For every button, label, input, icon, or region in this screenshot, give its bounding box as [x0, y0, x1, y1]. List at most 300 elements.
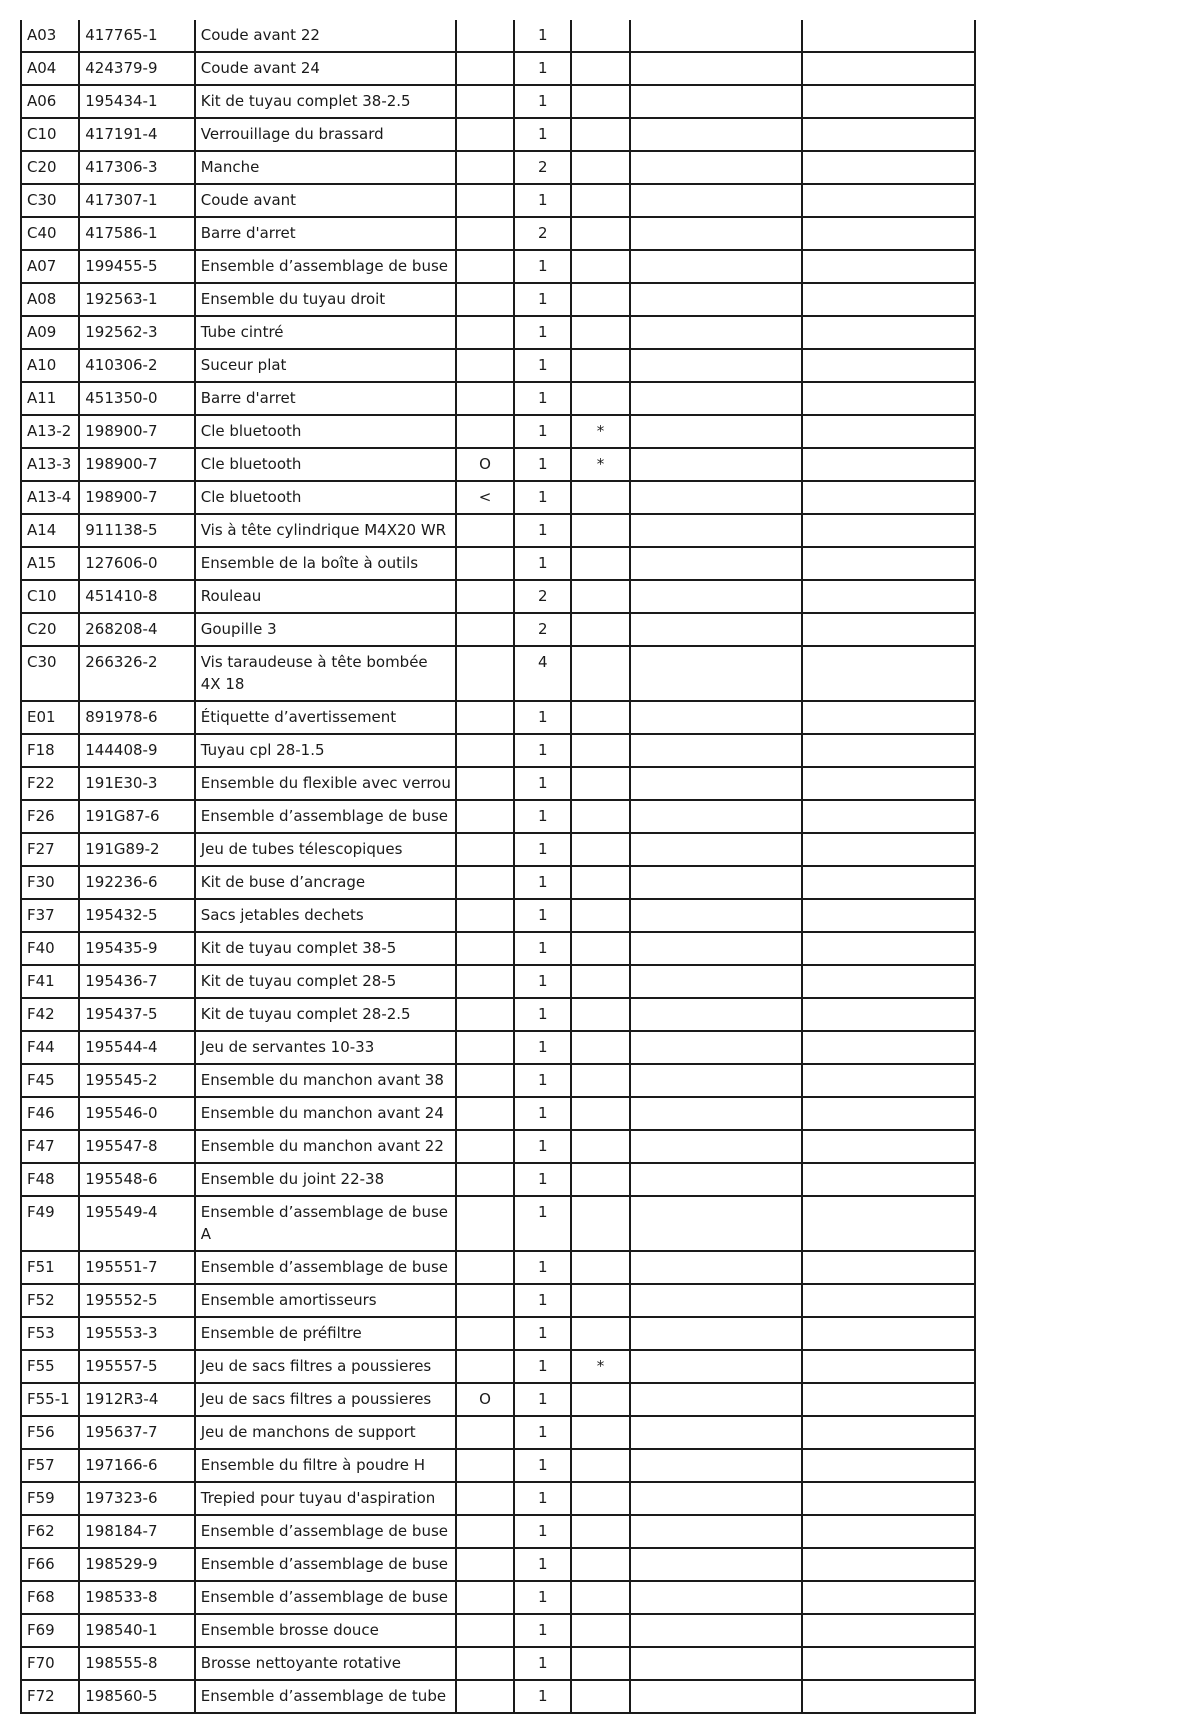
blank-cell [630, 1449, 803, 1482]
item-number-cell: F56 [21, 1416, 79, 1449]
quantity-cell: 1 [514, 800, 571, 833]
item-number-cell: A13-4 [21, 481, 79, 514]
blank-cell [802, 701, 975, 734]
variant-flag-cell [456, 1515, 514, 1548]
blank-cell [802, 800, 975, 833]
quantity-cell: 1 [514, 1284, 571, 1317]
blank-cell [802, 1581, 975, 1614]
part-number-cell: 451350-0 [79, 382, 194, 415]
blank-cell [802, 52, 975, 85]
table-row [21, 1130, 975, 1163]
blank-cell [802, 866, 975, 899]
quantity-cell: 1 [514, 1647, 571, 1680]
part-number-cell: 195544-4 [79, 1031, 194, 1064]
note-mark-cell [571, 646, 629, 701]
table-row [21, 1350, 975, 1383]
table-row [21, 701, 975, 734]
blank-cell [802, 833, 975, 866]
table-row [21, 800, 975, 833]
blank-cell [802, 382, 975, 415]
table-row [21, 448, 975, 481]
table-row [21, 646, 975, 701]
variant-flag-cell [456, 20, 514, 52]
blank-cell [802, 580, 975, 613]
variant-flag-cell [456, 899, 514, 932]
blank-cell [802, 415, 975, 448]
note-mark-cell [571, 1284, 629, 1317]
note-mark-cell [571, 1163, 629, 1196]
quantity-cell: 4 [514, 646, 571, 701]
table-row [21, 998, 975, 1031]
part-number-cell: 198529-9 [79, 1548, 194, 1581]
note-mark-cell [571, 965, 629, 998]
item-number-cell: C30 [21, 184, 79, 217]
part-number-cell: 195545-2 [79, 1064, 194, 1097]
blank-cell [630, 415, 803, 448]
variant-flag-cell [456, 1581, 514, 1614]
note-mark-cell [571, 85, 629, 118]
part-number-cell: 198533-8 [79, 1581, 194, 1614]
part-number-cell: 191E30-3 [79, 767, 194, 800]
note-mark-cell [571, 1449, 629, 1482]
blank-cell [630, 1647, 803, 1680]
blank-cell [630, 767, 803, 800]
item-number-cell: F52 [21, 1284, 79, 1317]
part-number-cell: 195637-7 [79, 1416, 194, 1449]
parts-list-sheet [20, 20, 976, 1705]
note-mark-cell [571, 1251, 629, 1284]
blank-cell [630, 1097, 803, 1130]
blank-cell [802, 1416, 975, 1449]
description-cell: Ensemble d’assemblage de buse [195, 800, 456, 833]
quantity-cell: 1 [514, 1031, 571, 1064]
blank-cell [630, 1416, 803, 1449]
note-mark-cell [571, 547, 629, 580]
variant-flag-cell [456, 217, 514, 250]
parts-table-body [21, 20, 975, 1713]
note-mark-cell [571, 1581, 629, 1614]
variant-flag-cell [456, 767, 514, 800]
description-cell: Jeu de manchons de support [195, 1416, 456, 1449]
table-row [21, 85, 975, 118]
description-cell: Ensemble de la boîte à outils [195, 547, 456, 580]
blank-cell [630, 1482, 803, 1515]
note-mark-cell [571, 613, 629, 646]
variant-flag-cell [456, 734, 514, 767]
quantity-cell: 1 [514, 283, 571, 316]
description-cell: Manche [195, 151, 456, 184]
blank-cell [802, 349, 975, 382]
part-number-cell: 1912R3-4 [79, 1383, 194, 1416]
quantity-cell: 1 [514, 701, 571, 734]
note-mark-cell [571, 118, 629, 151]
blank-cell [630, 833, 803, 866]
variant-flag-cell [456, 1064, 514, 1097]
table-row [21, 1317, 975, 1350]
note-mark-cell [571, 866, 629, 899]
quantity-cell: 1 [514, 85, 571, 118]
blank-cell [802, 646, 975, 701]
item-number-cell: F47 [21, 1130, 79, 1163]
blank-cell [630, 580, 803, 613]
blank-cell [630, 613, 803, 646]
table-row [21, 1196, 975, 1251]
note-mark-cell [571, 998, 629, 1031]
item-number-cell: F72 [21, 1680, 79, 1713]
note-mark-cell [571, 316, 629, 349]
blank-cell [630, 899, 803, 932]
blank-cell [802, 514, 975, 547]
blank-cell [802, 1350, 975, 1383]
variant-flag-cell [456, 250, 514, 283]
quantity-cell: 1 [514, 547, 571, 580]
variant-flag-cell [456, 151, 514, 184]
part-number-cell: 195436-7 [79, 965, 194, 998]
blank-cell [802, 85, 975, 118]
item-number-cell: A13-3 [21, 448, 79, 481]
description-cell: Jeu de tubes télescopiques [195, 833, 456, 866]
quantity-cell: 1 [514, 1350, 571, 1383]
part-number-cell: 192563-1 [79, 283, 194, 316]
blank-cell [802, 1383, 975, 1416]
quantity-cell: 1 [514, 52, 571, 85]
item-number-cell: A04 [21, 52, 79, 85]
note-mark-cell [571, 382, 629, 415]
blank-cell [630, 1284, 803, 1317]
part-number-cell: 417191-4 [79, 118, 194, 151]
blank-cell [630, 20, 803, 52]
part-number-cell: 191G87-6 [79, 800, 194, 833]
item-number-cell: C20 [21, 151, 79, 184]
variant-flag-cell [456, 1130, 514, 1163]
blank-cell [802, 1031, 975, 1064]
table-row [21, 1614, 975, 1647]
table-row [21, 20, 975, 52]
blank-cell [802, 1449, 975, 1482]
table-row [21, 1482, 975, 1515]
note-mark-cell [571, 1317, 629, 1350]
table-row [21, 767, 975, 800]
table-row [21, 965, 975, 998]
blank-cell [802, 965, 975, 998]
blank-cell [802, 250, 975, 283]
item-number-cell: F68 [21, 1581, 79, 1614]
note-mark-cell [571, 899, 629, 932]
variant-flag-cell [456, 316, 514, 349]
blank-cell [630, 1614, 803, 1647]
quantity-cell: 1 [514, 1449, 571, 1482]
quantity-cell: 1 [514, 1548, 571, 1581]
part-number-cell: 195435-9 [79, 932, 194, 965]
blank-cell [630, 184, 803, 217]
part-number-cell: 195557-5 [79, 1350, 194, 1383]
note-mark-cell [571, 1680, 629, 1713]
description-cell: Kit de tuyau complet 28-2.5 [195, 998, 456, 1031]
note-mark-cell [571, 514, 629, 547]
note-mark-cell [571, 1196, 629, 1251]
quantity-cell: 2 [514, 151, 571, 184]
description-cell: Goupille 3 [195, 613, 456, 646]
item-number-cell: C10 [21, 118, 79, 151]
part-number-cell: 198560-5 [79, 1680, 194, 1713]
variant-flag-cell [456, 415, 514, 448]
part-number-cell: 195551-7 [79, 1251, 194, 1284]
description-cell: Ensemble d’assemblage de buse [195, 250, 456, 283]
variant-flag-cell [456, 1482, 514, 1515]
item-number-cell: F62 [21, 1515, 79, 1548]
note-mark-cell: * [571, 415, 629, 448]
item-number-cell: F18 [21, 734, 79, 767]
table-row [21, 250, 975, 283]
description-cell: Ensemble d’assemblage de buse A [195, 1196, 456, 1251]
variant-flag-cell [456, 1163, 514, 1196]
variant-flag-cell [456, 1350, 514, 1383]
variant-flag-cell [456, 1548, 514, 1581]
blank-cell [802, 1196, 975, 1251]
description-cell: Vis à tête cylindrique M4X20 WR [195, 514, 456, 547]
description-cell: Ensemble d’assemblage de buse [195, 1515, 456, 1548]
blank-cell [630, 316, 803, 349]
item-number-cell: A11 [21, 382, 79, 415]
blank-cell [630, 85, 803, 118]
variant-flag-cell [456, 1449, 514, 1482]
part-number-cell: 417306-3 [79, 151, 194, 184]
note-mark-cell [571, 184, 629, 217]
description-cell: Brosse nettoyante rotative [195, 1647, 456, 1680]
description-cell: Tuyau cpl 28-1.5 [195, 734, 456, 767]
variant-flag-cell [456, 932, 514, 965]
description-cell: Barre d'arret [195, 382, 456, 415]
description-cell: Ensemble du manchon avant 22 [195, 1130, 456, 1163]
table-row [21, 833, 975, 866]
table-row [21, 613, 975, 646]
blank-cell [802, 899, 975, 932]
part-number-cell: 198540-1 [79, 1614, 194, 1647]
blank-cell [630, 646, 803, 701]
blank-cell [802, 118, 975, 151]
description-cell: Jeu de servantes 10-33 [195, 1031, 456, 1064]
blank-cell [630, 217, 803, 250]
quantity-cell: 1 [514, 1581, 571, 1614]
blank-cell [802, 20, 975, 52]
description-cell: Barre d'arret [195, 217, 456, 250]
quantity-cell: 1 [514, 1097, 571, 1130]
description-cell: Jeu de sacs filtres a poussieres [195, 1350, 456, 1383]
table-row [21, 1548, 975, 1581]
note-mark-cell [571, 701, 629, 734]
blank-cell [802, 184, 975, 217]
quantity-cell: 1 [514, 316, 571, 349]
table-row [21, 217, 975, 250]
description-cell: Ensemble brosse douce [195, 1614, 456, 1647]
variant-flag-cell [456, 1251, 514, 1284]
quantity-cell: 1 [514, 965, 571, 998]
blank-cell [630, 866, 803, 899]
description-cell: Ensemble d’assemblage de buse [195, 1548, 456, 1581]
variant-flag-cell: O [456, 448, 514, 481]
blank-cell [802, 1317, 975, 1350]
table-row [21, 1515, 975, 1548]
item-number-cell: F69 [21, 1614, 79, 1647]
item-number-cell: A03 [21, 20, 79, 52]
blank-cell [630, 1251, 803, 1284]
item-number-cell: F30 [21, 866, 79, 899]
variant-flag-cell [456, 646, 514, 701]
variant-flag-cell [456, 514, 514, 547]
variant-flag-cell [456, 1317, 514, 1350]
variant-flag-cell [456, 85, 514, 118]
variant-flag-cell [456, 52, 514, 85]
note-mark-cell [571, 1482, 629, 1515]
part-number-cell: 198184-7 [79, 1515, 194, 1548]
note-mark-cell [571, 283, 629, 316]
blank-cell [802, 1482, 975, 1515]
blank-cell [630, 283, 803, 316]
blank-cell [802, 932, 975, 965]
table-row [21, 184, 975, 217]
description-cell: Ensemble d’assemblage de buse [195, 1251, 456, 1284]
item-number-cell: F49 [21, 1196, 79, 1251]
item-number-cell: F22 [21, 767, 79, 800]
blank-cell [630, 1317, 803, 1350]
blank-cell [802, 1130, 975, 1163]
note-mark-cell [571, 20, 629, 52]
note-mark-cell [571, 1647, 629, 1680]
description-cell: Coude avant 22 [195, 20, 456, 52]
part-number-cell: 195546-0 [79, 1097, 194, 1130]
part-number-cell: 417765-1 [79, 20, 194, 52]
item-number-cell: E01 [21, 701, 79, 734]
blank-cell [630, 1515, 803, 1548]
item-number-cell: A09 [21, 316, 79, 349]
quantity-cell: 1 [514, 866, 571, 899]
blank-cell [802, 1097, 975, 1130]
table-row [21, 514, 975, 547]
note-mark-cell [571, 1064, 629, 1097]
blank-cell [630, 1383, 803, 1416]
table-row [21, 899, 975, 932]
blank-cell [802, 1163, 975, 1196]
description-cell: Kit de buse d’ancrage [195, 866, 456, 899]
part-number-cell: 195432-5 [79, 899, 194, 932]
item-number-cell: C20 [21, 613, 79, 646]
variant-flag-cell [456, 833, 514, 866]
blank-cell [802, 547, 975, 580]
part-number-cell: 451410-8 [79, 580, 194, 613]
quantity-cell: 1 [514, 899, 571, 932]
note-mark-cell [571, 1416, 629, 1449]
variant-flag-cell [456, 349, 514, 382]
item-number-cell: F41 [21, 965, 79, 998]
table-row [21, 1064, 975, 1097]
description-cell: Ensemble d’assemblage de buse [195, 1581, 456, 1614]
variant-flag-cell [456, 1416, 514, 1449]
quantity-cell: 1 [514, 481, 571, 514]
item-number-cell: A13-2 [21, 415, 79, 448]
description-cell: Coude avant 24 [195, 52, 456, 85]
table-row [21, 1680, 975, 1713]
note-mark-cell [571, 1031, 629, 1064]
description-cell: Ensemble du manchon avant 24 [195, 1097, 456, 1130]
table-row [21, 1163, 975, 1196]
blank-cell [630, 547, 803, 580]
table-row [21, 547, 975, 580]
variant-flag-cell [456, 1196, 514, 1251]
description-cell: Cle bluetooth [195, 481, 456, 514]
quantity-cell: 1 [514, 1680, 571, 1713]
item-number-cell: F66 [21, 1548, 79, 1581]
description-cell: Étiquette d’avertissement [195, 701, 456, 734]
description-cell: Ensemble du manchon avant 38 [195, 1064, 456, 1097]
blank-cell [630, 800, 803, 833]
quantity-cell: 1 [514, 734, 571, 767]
table-row [21, 1097, 975, 1130]
blank-cell [802, 217, 975, 250]
variant-flag-cell [456, 866, 514, 899]
item-number-cell: F26 [21, 800, 79, 833]
item-number-cell: A15 [21, 547, 79, 580]
blank-cell [630, 448, 803, 481]
blank-cell [630, 932, 803, 965]
blank-cell [630, 1350, 803, 1383]
quantity-cell: 1 [514, 932, 571, 965]
part-number-cell: 195552-5 [79, 1284, 194, 1317]
blank-cell [630, 1196, 803, 1251]
item-number-cell: C10 [21, 580, 79, 613]
description-cell: Ensemble amortisseurs [195, 1284, 456, 1317]
blank-cell [802, 448, 975, 481]
quantity-cell: 1 [514, 184, 571, 217]
note-mark-cell [571, 1614, 629, 1647]
table-row [21, 481, 975, 514]
part-number-cell: 197166-6 [79, 1449, 194, 1482]
item-number-cell: A06 [21, 85, 79, 118]
description-cell: Trepied pour tuyau d'aspiration [195, 1482, 456, 1515]
part-number-cell: 192236-6 [79, 866, 194, 899]
note-mark-cell [571, 1130, 629, 1163]
blank-cell [802, 1614, 975, 1647]
blank-cell [630, 1163, 803, 1196]
part-number-cell: 195437-5 [79, 998, 194, 1031]
variant-flag-cell [456, 1680, 514, 1713]
note-mark-cell [571, 1383, 629, 1416]
part-number-cell: 268208-4 [79, 613, 194, 646]
variant-flag-cell [456, 1647, 514, 1680]
table-row [21, 349, 975, 382]
blank-cell [630, 250, 803, 283]
quantity-cell: 1 [514, 833, 571, 866]
item-number-cell: F53 [21, 1317, 79, 1350]
blank-cell [630, 734, 803, 767]
quantity-cell: 2 [514, 613, 571, 646]
quantity-cell: 1 [514, 1064, 571, 1097]
blank-cell [802, 767, 975, 800]
note-mark-cell [571, 217, 629, 250]
quantity-cell: 1 [514, 1515, 571, 1548]
part-number-cell: 195548-6 [79, 1163, 194, 1196]
note-mark-cell [571, 833, 629, 866]
quantity-cell: 1 [514, 998, 571, 1031]
blank-cell [802, 1284, 975, 1317]
item-number-cell: F55-1 [21, 1383, 79, 1416]
blank-cell [630, 382, 803, 415]
table-row [21, 1647, 975, 1680]
description-cell: Cle bluetooth [195, 448, 456, 481]
description-cell: Ensemble du filtre à poudre H [195, 1449, 456, 1482]
blank-cell [630, 481, 803, 514]
blank-cell [802, 734, 975, 767]
blank-cell [802, 1647, 975, 1680]
